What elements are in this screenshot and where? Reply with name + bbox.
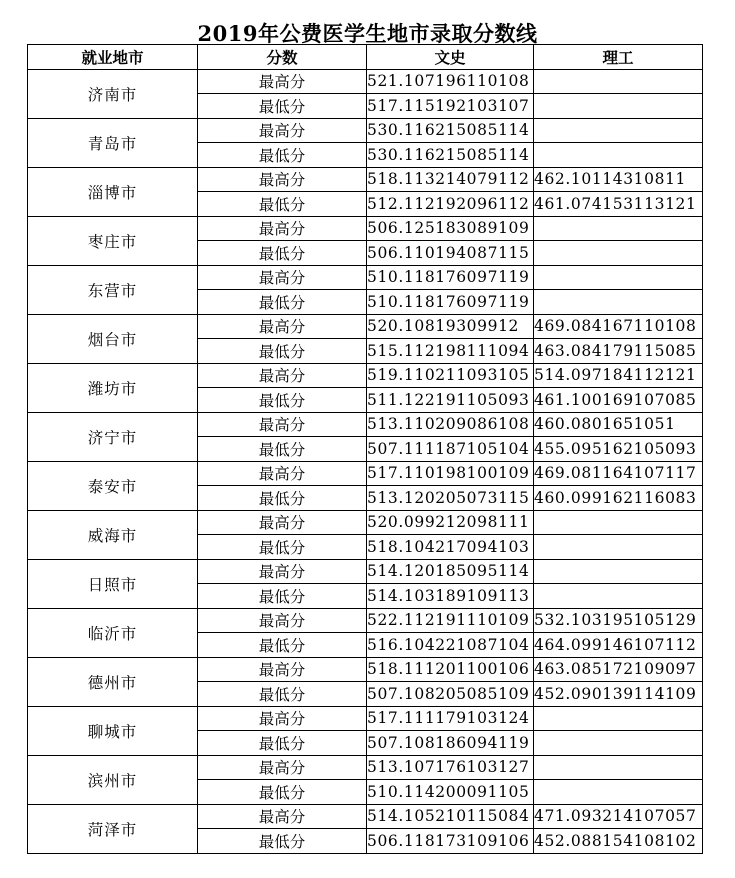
wenshi-score-cell: 507.108205085109 — [367, 682, 534, 707]
level-cell: 最高分 — [198, 167, 367, 192]
header-city: 就业地市 — [28, 45, 198, 70]
level-cell: 最高分 — [198, 559, 367, 584]
level-cell: 最高分 — [198, 657, 367, 682]
table-row — [28, 559, 703, 584]
ligong-score-cell — [534, 265, 703, 290]
ligong-score-cell — [534, 584, 703, 609]
city-cell: 潍坊市 — [28, 363, 198, 412]
wenshi-score-cell: 520.10819309912 — [367, 314, 534, 339]
city-cell: 烟台市 — [28, 314, 198, 363]
wenshi-score-cell: 507.111187105104 — [367, 437, 534, 462]
ligong-score-cell — [534, 706, 703, 731]
city-cell: 日照市 — [28, 559, 198, 608]
ligong-score-cell — [534, 94, 703, 119]
table-row — [28, 608, 703, 633]
level-cell: 最高分 — [198, 755, 367, 780]
level-cell: 最低分 — [198, 731, 367, 756]
table-row — [28, 706, 703, 731]
ligong-score-cell: 532.103195105129 — [534, 608, 703, 633]
wenshi-score-cell: 506.118173109106 — [367, 829, 534, 854]
ligong-score-cell: 455.095162105093 — [534, 437, 703, 462]
city-cell: 济南市 — [28, 69, 198, 118]
ligong-score-cell: 462.10114310811 — [534, 167, 703, 192]
ligong-score-cell: 460.0801651051 — [534, 412, 703, 437]
city-cell: 临沂市 — [28, 608, 198, 657]
wenshi-score-cell: 506.125183089109 — [367, 216, 534, 241]
table-row — [28, 216, 703, 241]
level-cell: 最低分 — [198, 143, 367, 168]
wenshi-score-cell: 506.110194087115 — [367, 241, 534, 266]
score-table — [27, 44, 703, 854]
ligong-score-cell — [534, 510, 703, 535]
level-cell: 最低分 — [198, 241, 367, 266]
table-row — [28, 265, 703, 290]
wenshi-score-cell: 517.111179103124 — [367, 706, 534, 731]
ligong-score-cell: 463.085172109097 — [534, 657, 703, 682]
level-cell: 最低分 — [198, 584, 367, 609]
header-wenshi: 文史 — [367, 45, 534, 70]
ligong-score-cell: 461.100169107085 — [534, 388, 703, 413]
wenshi-score-cell: 514.120185095114 — [367, 559, 534, 584]
wenshi-score-cell: 513.120205073115 — [367, 486, 534, 511]
city-cell: 菏泽市 — [28, 804, 198, 853]
level-cell: 最低分 — [198, 94, 367, 119]
wenshi-score-cell: 513.107176103127 — [367, 755, 534, 780]
table-row — [28, 510, 703, 535]
level-cell: 最高分 — [198, 314, 367, 339]
wenshi-score-cell: 513.110209086108 — [367, 412, 534, 437]
header-ligong: 理工 — [534, 45, 703, 70]
ligong-score-cell — [534, 731, 703, 756]
level-cell: 最高分 — [198, 265, 367, 290]
table-row — [28, 314, 703, 339]
ligong-score-cell: 461.074153113121 — [534, 192, 703, 217]
city-cell: 青岛市 — [28, 118, 198, 167]
level-cell: 最低分 — [198, 633, 367, 658]
city-cell: 滨州市 — [28, 755, 198, 804]
level-cell: 最低分 — [198, 486, 367, 511]
wenshi-score-cell: 522.112191110109 — [367, 608, 534, 633]
city-cell: 枣庄市 — [28, 216, 198, 265]
ligong-score-cell: 452.088154108102 — [534, 829, 703, 854]
ligong-score-cell — [534, 780, 703, 805]
table-body — [28, 69, 703, 853]
wenshi-score-cell: 518.111201100106 — [367, 657, 534, 682]
ligong-score-cell — [534, 241, 703, 266]
wenshi-score-cell: 530.116215085114 — [367, 118, 534, 143]
table-row — [28, 412, 703, 437]
city-cell: 淄博市 — [28, 167, 198, 216]
level-cell: 最高分 — [198, 69, 367, 94]
table-row — [28, 167, 703, 192]
ligong-score-cell: 460.099162116083 — [534, 486, 703, 511]
ligong-score-cell: 464.099146107112 — [534, 633, 703, 658]
ligong-score-cell — [534, 535, 703, 560]
city-cell: 泰安市 — [28, 461, 198, 510]
level-cell: 最低分 — [198, 535, 367, 560]
wenshi-score-cell: 517.110198100109 — [367, 461, 534, 486]
level-cell: 最低分 — [198, 339, 367, 364]
wenshi-score-cell: 514.103189109113 — [367, 584, 534, 609]
wenshi-score-cell: 517.115192103107 — [367, 94, 534, 119]
level-cell: 最高分 — [198, 804, 367, 829]
ligong-score-cell — [534, 216, 703, 241]
wenshi-score-cell: 514.105210115084 — [367, 804, 534, 829]
table-row — [28, 461, 703, 486]
level-cell: 最高分 — [198, 412, 367, 437]
wenshi-score-cell: 510.114200091105 — [367, 780, 534, 805]
city-cell: 聊城市 — [28, 706, 198, 755]
table-row — [28, 804, 703, 829]
wenshi-score-cell: 520.099212098111 — [367, 510, 534, 535]
table-row — [28, 363, 703, 388]
level-cell: 最低分 — [198, 829, 367, 854]
wenshi-score-cell: 519.110211093105 — [367, 363, 534, 388]
wenshi-score-cell: 510.118176097119 — [367, 265, 534, 290]
level-cell: 最高分 — [198, 363, 367, 388]
table-header-row — [28, 45, 703, 70]
ligong-score-cell — [534, 559, 703, 584]
ligong-score-cell: 471.093214107057 — [534, 804, 703, 829]
level-cell: 最低分 — [198, 388, 367, 413]
wenshi-score-cell: 507.108186094119 — [367, 731, 534, 756]
table-row — [28, 657, 703, 682]
wenshi-score-cell: 518.113214079112 — [367, 167, 534, 192]
table-row — [28, 755, 703, 780]
level-cell: 最高分 — [198, 608, 367, 633]
table-row — [28, 69, 703, 94]
wenshi-score-cell: 510.118176097119 — [367, 290, 534, 315]
wenshi-score-cell: 516.104221087104 — [367, 633, 534, 658]
level-cell: 最低分 — [198, 192, 367, 217]
city-cell: 东营市 — [28, 265, 198, 314]
level-cell: 最高分 — [198, 510, 367, 535]
city-cell: 威海市 — [28, 510, 198, 559]
wenshi-score-cell: 518.104217094103 — [367, 535, 534, 560]
level-cell: 最低分 — [198, 437, 367, 462]
ligong-score-cell — [534, 143, 703, 168]
header-level: 分数 — [198, 45, 367, 70]
city-cell: 济宁市 — [28, 412, 198, 461]
wenshi-score-cell: 515.112198111094 — [367, 339, 534, 364]
ligong-score-cell: 463.084179115085 — [534, 339, 703, 364]
wenshi-score-cell: 530.116215085114 — [367, 143, 534, 168]
ligong-score-cell — [534, 118, 703, 143]
ligong-score-cell: 514.097184112121 — [534, 363, 703, 388]
ligong-score-cell: 452.090139114109 — [534, 682, 703, 707]
city-cell: 德州市 — [28, 657, 198, 706]
wenshi-score-cell: 511.122191105093 — [367, 388, 534, 413]
level-cell: 最高分 — [198, 118, 367, 143]
ligong-score-cell — [534, 69, 703, 94]
level-cell: 最低分 — [198, 290, 367, 315]
level-cell: 最高分 — [198, 461, 367, 486]
wenshi-score-cell: 512.112192096112 — [367, 192, 534, 217]
ligong-score-cell — [534, 290, 703, 315]
ligong-score-cell — [534, 755, 703, 780]
level-cell: 最高分 — [198, 706, 367, 731]
ligong-score-cell: 469.081164107117 — [534, 461, 703, 486]
level-cell: 最低分 — [198, 682, 367, 707]
table-row — [28, 118, 703, 143]
page-title: 2019年公费医学生地市录取分数线 — [197, 21, 538, 46]
level-cell: 最高分 — [198, 216, 367, 241]
wenshi-score-cell: 521.107196110108 — [367, 69, 534, 94]
ligong-score-cell: 469.084167110108 — [534, 314, 703, 339]
level-cell: 最低分 — [198, 780, 367, 805]
